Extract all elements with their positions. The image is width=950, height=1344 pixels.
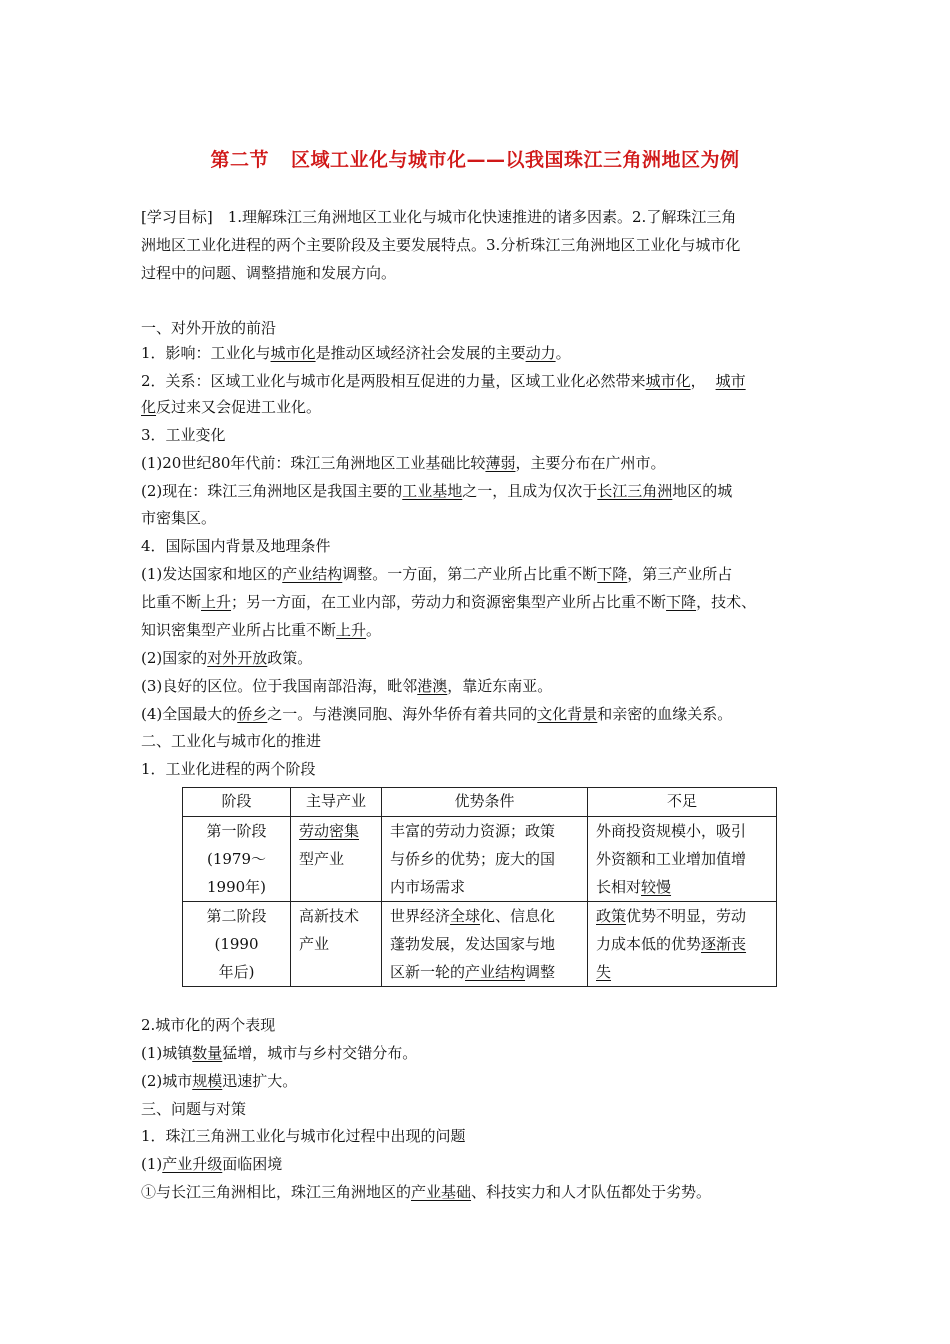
fill-in-answer: 产业升级 <box>162 1155 223 1173</box>
paragraph: 比重不断上升；另一方面，在工业内部，劳动力和资源密集型产业所占比重不断下降，技术、 <box>141 593 757 611</box>
paragraph: (2)现在：珠江三角洲地区是我国主要的工业基地之一，且成为仅次于长江三角洲地区的城 <box>141 482 733 500</box>
fill-in-answer: 较慢 <box>641 878 672 896</box>
section-number: 第二节 <box>210 149 269 171</box>
paragraph: (2)国家的对外开放政策。 <box>141 649 313 667</box>
learning-goals-line-1: [学习目标] 1.理解珠江三角洲地区工业化与城市化快速推进的诸多因素。2.了解珠江三角 <box>141 208 737 226</box>
fill-in-answer: 城市 <box>715 372 746 390</box>
table-row <box>183 817 777 902</box>
paragraph: 1．影响：工业化与城市化是推动区域经济社会发展的主要动力。 <box>141 344 571 362</box>
fill-in-answer: 薄弱 <box>485 454 516 472</box>
fill-in-answer: 全球 <box>450 907 481 925</box>
paragraph: 3．工业变化 <box>141 426 226 444</box>
fill-in-answer: 产业结构 <box>465 963 526 981</box>
fill-in-answer: 侨乡 <box>237 705 268 723</box>
learning-goals-line-3: 过程中的问题、调整措施和发展方向。 <box>141 264 397 282</box>
fill-in-answer: 城市化 <box>645 372 691 390</box>
paragraph: (4)全国最大的侨乡之一。与港澳同胞、海外华侨有着共同的文化背景和亲密的血缘关系。 <box>141 705 733 723</box>
paragraph: 知识密集型产业所占比重不断上升。 <box>141 621 382 639</box>
section-1-heading: 一、对外开放的前沿 <box>141 319 277 337</box>
paragraph: 1．工业化进程的两个阶段 <box>141 760 316 778</box>
paragraph: 2．关系：区域工业化与城市化是两股相互促进的力量，区域工业化必然带来城市化， 城市 <box>141 372 746 390</box>
table-header-cell: 优势条件 <box>382 788 588 817</box>
table-header-row <box>183 788 777 817</box>
section-3-heading: 三、问题与对策 <box>141 1100 247 1118</box>
table-cell: 外商投资规模小，吸引 外资额和工业增加值增 长相对较慢 <box>588 817 777 902</box>
table-cell: 高新技术 产业 <box>291 902 382 987</box>
fill-in-answer: 规模 <box>192 1072 223 1090</box>
fill-in-answer: 下降 <box>666 593 697 611</box>
paragraph: 1．珠江三角洲工业化与城市化过程中出现的问题 <box>141 1127 466 1145</box>
fill-in-answer: 劳动密集 <box>299 822 360 840</box>
page-title <box>0 145 950 172</box>
table-row <box>183 902 777 987</box>
fill-in-answer: 产业结构 <box>282 565 343 583</box>
fill-in-answer: 失 <box>596 963 612 981</box>
fill-in-answer: 工业基地 <box>402 482 463 500</box>
paragraph: ①与长江三角洲相比，珠江三角洲地区的产业基础、科技实力和人才队伍都处于劣势。 <box>141 1183 712 1201</box>
fill-in-answer: 对外开放 <box>207 649 268 667</box>
fill-in-answer: 上升 <box>201 593 232 611</box>
fill-in-answer: 数量 <box>192 1044 223 1062</box>
table-header-cell: 不足 <box>588 788 777 817</box>
paragraph: 2.城市化的两个表现 <box>141 1016 276 1034</box>
fill-in-answer: 长江三角洲 <box>597 482 673 500</box>
paragraph: (1)发达国家和地区的产业结构调整。一方面，第二产业所占比重不断下降，第三产业所占 <box>141 565 733 583</box>
paragraph: (1)城镇数量猛增，城市与乡村交错分布。 <box>141 1044 418 1062</box>
stages-table <box>182 787 777 987</box>
section-2-heading: 二、工业化与城市化的推进 <box>141 732 322 750</box>
paragraph: (3)良好的区位。位于我国南部沿海，毗邻港澳，靠近东南亚。 <box>141 677 553 695</box>
section-title: 区域工业化与城市化——以我国珠江三角洲地区为例 <box>291 149 740 171</box>
paragraph: 化反过来又会促进工业化。 <box>141 398 322 416</box>
paragraph: (1)产业升级面临困境 <box>141 1155 283 1173</box>
table-cell: 劳动密集 型产业 <box>291 817 382 902</box>
fill-in-answer: 港澳 <box>417 677 448 695</box>
paragraph: (1)20世纪80年代前：珠江三角洲地区工业基础比较薄弱，主要分布在广州市。 <box>141 454 666 472</box>
fill-in-answer: 城市化 <box>270 344 316 362</box>
table-cell: 政策优势不明显，劳动 力成本低的优势逐渐丧 失 <box>588 902 777 987</box>
fill-in-answer: 下降 <box>597 565 628 583</box>
table-cell: 世界经济全球化、信息化 蓬勃发展，发达国家与地 区新一轮的产业结构调整 <box>382 902 588 987</box>
fill-in-answer: 文化背景 <box>537 705 598 723</box>
paragraph: (2)城市规模迅速扩大。 <box>141 1072 298 1090</box>
fill-in-answer: 逐渐丧 <box>701 935 747 953</box>
paragraph: 4．国际国内背景及地理条件 <box>141 537 331 555</box>
table-header-cell: 主导产业 <box>291 788 382 817</box>
fill-in-answer: 产业基础 <box>411 1183 472 1201</box>
fill-in-answer: 化 <box>141 398 157 416</box>
learning-goals-line-2: 洲地区工业化进程的两个主要阶段及主要发展特点。3.分析珠江三角洲地区工业化与城市化 <box>141 236 741 254</box>
fill-in-answer: 政策 <box>596 907 627 925</box>
fill-in-answer: 动力 <box>525 344 556 362</box>
table-cell: 第二阶段 (1990 年后) <box>183 902 291 987</box>
table-cell: 第一阶段 (1979～ 1990年) <box>183 817 291 902</box>
paragraph: 市密集区。 <box>141 509 217 527</box>
table-header-cell: 阶段 <box>183 788 291 817</box>
table-cell: 丰富的劳动力资源；政策 与侨乡的优势；庞大的国 内市场需求 <box>382 817 588 902</box>
fill-in-answer: 上升 <box>336 621 367 639</box>
